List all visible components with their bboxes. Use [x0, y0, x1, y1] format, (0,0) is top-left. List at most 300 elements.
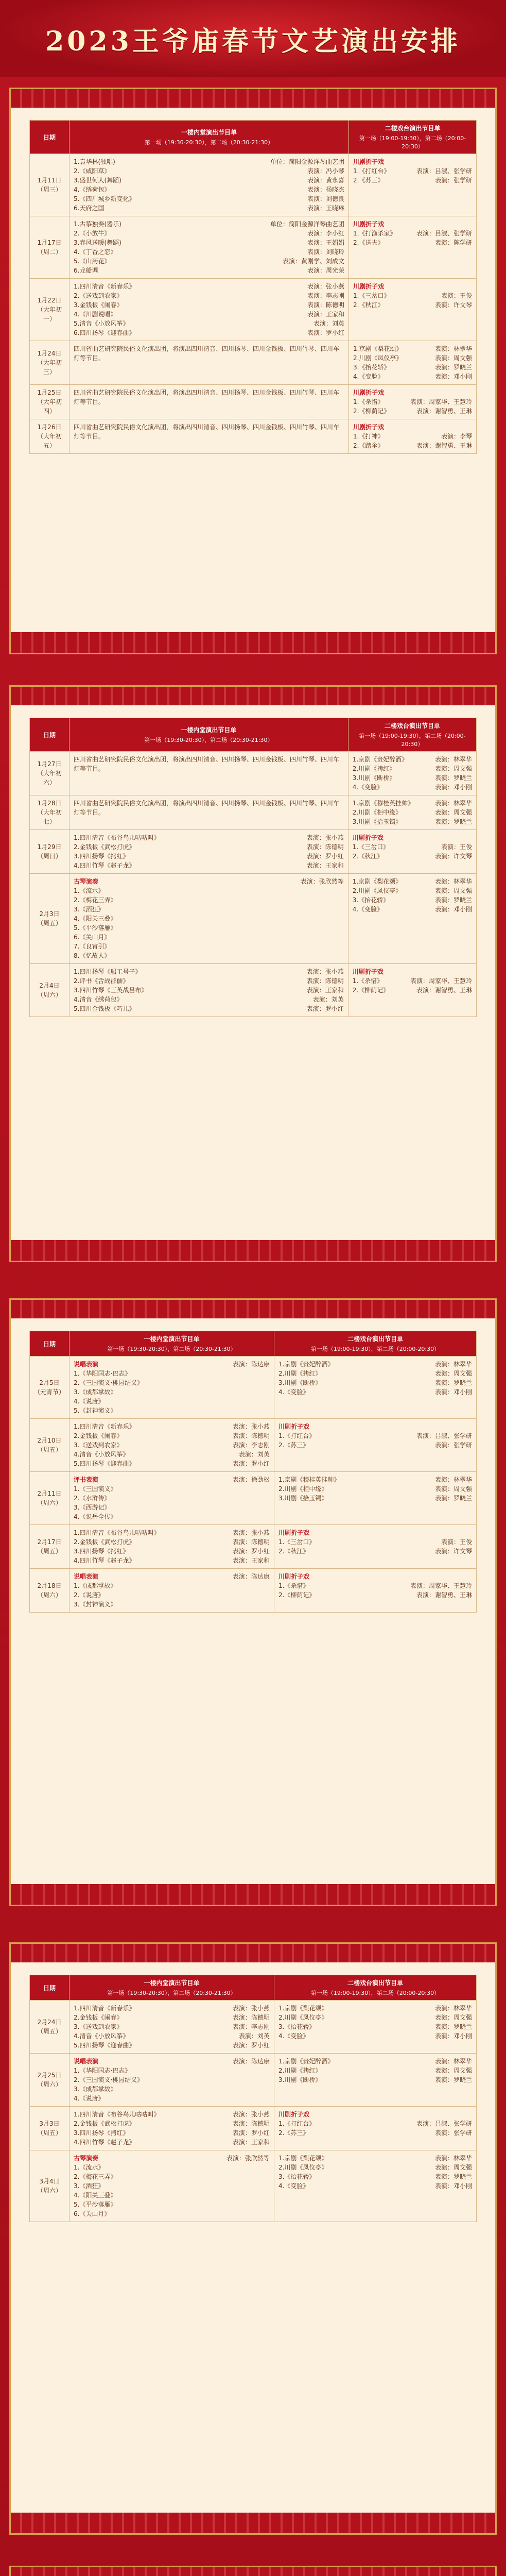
- program-item-title: 2.《水浒传》: [74, 1495, 111, 1502]
- first-floor-times: 第一场（19:30-20:30），第二场（20:30-21:30）: [107, 1346, 236, 1352]
- program-item-title: 古琴演奏: [74, 2155, 99, 2162]
- program-item: [74, 319, 344, 328]
- date-cell: [30, 216, 69, 279]
- program-item-title: 1.四川清音《布谷鸟儿咕咕叫》: [74, 2111, 160, 2118]
- program-item-performer: 表演：张小燕: [306, 968, 344, 975]
- program-item-title: 2.评书《舌战群儒》: [74, 977, 129, 985]
- program-item: [353, 219, 472, 229]
- title-banner: [0, 0, 506, 77]
- program-item: [74, 1431, 270, 1440]
- program-item: [278, 2163, 472, 2172]
- schedule-panel: [9, 1942, 497, 2535]
- program-item: [74, 204, 344, 213]
- program-item-title: 1.《打渔杀家》: [353, 230, 396, 237]
- program-item-performer: 表演：罗晓兰: [434, 896, 472, 904]
- program-item-title: 2.川剧《凤仪亭》: [278, 2014, 328, 2021]
- program-item: [353, 441, 472, 450]
- panel-header-lace: [11, 1300, 495, 1318]
- program-item-performer: 表演：许文琴: [434, 1548, 472, 1555]
- program-item-performer: 表演：周文强: [434, 1485, 472, 1493]
- program-item: [278, 2031, 472, 2041]
- program-item-performer: 表演：罗晓兰: [434, 364, 472, 371]
- program-item: [353, 905, 472, 914]
- program-item: [74, 1378, 270, 1387]
- program-item-performer: 表演：林翠华: [434, 2058, 472, 2065]
- weekday-label: （周五）: [37, 920, 62, 927]
- program-item: [353, 986, 472, 995]
- date-label: 3月4日: [39, 2178, 60, 2185]
- second-floor-times: 第一场（19:00-19:30），第二场（20:00-20:30）: [310, 1346, 440, 1352]
- program-item: [278, 2119, 472, 2128]
- program-item: [74, 986, 344, 995]
- program-item-performer: 表演：张学研: [434, 1442, 472, 1449]
- program-item-title: 2.川剧《柜中缘》: [352, 809, 402, 816]
- program-item: [278, 2181, 472, 2191]
- program-item: [353, 238, 472, 247]
- program-item: [74, 923, 344, 933]
- first-floor-cell: [69, 2107, 274, 2150]
- program-item: [278, 1475, 472, 1484]
- program-item-performer: 表演：王家和: [232, 1557, 270, 1564]
- second-floor-cell: [348, 795, 476, 830]
- program-item: [74, 2110, 270, 2119]
- program-item-performer: 表演：陈德明: [232, 2014, 270, 2021]
- program-item: [74, 1406, 270, 1415]
- first-floor-cell: 四川省曲艺研究院民俗文化演出团，将演出四川清音、四川扬琴、四川金钱板、四川竹琴、四川车灯等节目。: [69, 752, 348, 795]
- schedule-row: [30, 1419, 477, 1472]
- program-item: [74, 995, 344, 1004]
- program-item: [353, 764, 472, 773]
- date-label: 2月11日: [37, 1490, 62, 1497]
- date-label: 2月4日: [39, 982, 60, 989]
- program-item: [74, 1422, 270, 1431]
- first-floor-cell: [69, 2150, 274, 2222]
- program-item: [74, 300, 344, 310]
- program-item-title: 3.《成都掌故》: [74, 1388, 117, 1396]
- program-item-title: 1.四川扬琴《船工号子》: [74, 968, 142, 975]
- panel-footer-lace: [11, 1240, 495, 1261]
- schedule-row: [30, 2054, 477, 2107]
- second-floor-times: 第一场（19:00-19:30），第二场（20:00-20:30）: [359, 135, 466, 150]
- program-item-performer: 表演：吕淑、张学研: [416, 230, 472, 237]
- program-item: [353, 388, 472, 397]
- program-item-title: 6.四川扬琴《迎春曲》: [74, 329, 135, 336]
- program-item: [74, 1397, 270, 1406]
- schedule-table: [29, 1975, 477, 2222]
- program-item-title: 2.川剧《拷红》: [278, 1370, 322, 1377]
- program-item-title: 3.川剧《拾玉镯》: [278, 1495, 328, 1502]
- program-item: [278, 1537, 472, 1547]
- second-floor-cell: [349, 279, 477, 341]
- program-item-title: 1.四川清音《布谷鸟儿咕咕叫》: [74, 834, 160, 841]
- program-item-performer: 表演：周文强: [434, 1370, 472, 1377]
- panel-header-lace: [11, 2567, 495, 2576]
- program-item-performer: 表演：周文强: [434, 809, 472, 816]
- program-item-title: 4.《阳关三叠》: [74, 2192, 117, 2199]
- date-cell: [30, 2054, 69, 2107]
- first-floor-cell: [69, 830, 348, 874]
- program-item-performer: 表演：许文琴: [434, 301, 472, 309]
- first-floor-cell: [69, 1525, 274, 1569]
- second-floor-cell: [348, 964, 476, 1017]
- program-item-performer: 表演：邓小刚: [434, 1388, 472, 1396]
- date-header: 日期: [30, 1975, 69, 2001]
- date-label: 1月17日: [37, 239, 62, 246]
- program-item-performer: 表演：陈达康: [232, 2058, 270, 2065]
- date-label: 3月3日: [39, 2120, 60, 2127]
- weekday-label: （大年初一）: [37, 306, 62, 323]
- program-item-title: 1.《三岔口》: [353, 292, 390, 299]
- schedule-table-wrap: [29, 1331, 477, 1613]
- second-floor-cell: [274, 2001, 476, 2054]
- program-item: [278, 2022, 472, 2031]
- program-item-title: 1.四川清音《新春乐》: [74, 2005, 135, 2012]
- program-item-performer: 表演：邓小刚: [434, 2032, 472, 2040]
- first-floor-header: 一楼内堂演出节目单 第一场（19:30-20:30），第二场（20:30-21:30）: [69, 1975, 274, 2001]
- schedule-table-wrap: [29, 1975, 477, 2222]
- program-item-title: 5.《平沙落雁》: [74, 924, 117, 931]
- schedule-panel: [9, 685, 497, 1262]
- program-item: [74, 2094, 270, 2103]
- program-item: [353, 176, 472, 185]
- program-item-performer: 表演：周家华、王慧玲: [410, 398, 472, 405]
- program-item: [74, 1369, 270, 1378]
- program-item: [353, 406, 472, 416]
- program-item: [74, 1484, 270, 1494]
- program-item: [74, 2163, 270, 2172]
- program-item: [74, 1572, 270, 1581]
- schedule-row: [30, 1569, 477, 1613]
- second-floor-cell: [348, 874, 476, 964]
- program-item-performer: 表演：林翠华: [434, 2005, 472, 2012]
- program-item: [353, 895, 472, 905]
- program-item-performer: 表演：刘英: [238, 2032, 270, 2040]
- first-floor-cell: 四川省曲艺研究院民俗文化演出团，将演出四川清音、四川扬琴、四川金钱板、四川竹琴、四川车灯等节目。: [69, 385, 349, 419]
- program-item-title: 2.金钱板《武松打虎》: [74, 843, 135, 851]
- date-cell: [30, 2001, 69, 2054]
- program-item-title: 1.袁华林(独唱): [74, 158, 115, 165]
- date-label: 2月17日: [37, 1538, 62, 1546]
- program-item: [353, 166, 472, 176]
- first-floor-cell: 四川省曲艺研究院民俗文化演出团，将演出四川清音、四川扬琴、四川金钱板、四川竹琴、四川车灯等节目。: [69, 419, 349, 454]
- program-item-title: 2.《踏伞》: [353, 442, 384, 449]
- date-label: 2月3日: [39, 910, 60, 918]
- program-item-title: 川剧折子戏: [353, 158, 385, 165]
- program-item: [353, 344, 472, 353]
- program-item-performer: 表演：刘英: [313, 320, 345, 327]
- second-floor-cell: [348, 830, 476, 874]
- program-item-performer: 表演：王俊: [441, 292, 472, 299]
- program-item-title: 2.川剧《凤仪亭》: [353, 354, 403, 362]
- schedule-panel: [9, 2566, 497, 2576]
- program-item-title: 5.四川扬琴《迎春曲》: [74, 2042, 135, 2049]
- program-item-title: 2.金钱板《闹春》: [74, 2014, 123, 2021]
- program-item: [74, 2057, 270, 2066]
- date-cell: [30, 2107, 69, 2150]
- program-item-title: 4.《说唐》: [74, 2095, 104, 2102]
- schedule-row: [30, 154, 477, 216]
- second-floor-cell: [274, 2150, 476, 2222]
- program-item-performer: 表演：罗小红: [306, 853, 344, 860]
- date-cell: [30, 752, 69, 795]
- program-item-title: 1.《杀惜》: [353, 398, 384, 405]
- program-item: [74, 185, 344, 194]
- date-cell: [30, 830, 69, 874]
- program-item-title: 3.《抬花轿》: [278, 2173, 316, 2180]
- program-item-title: 1.京剧《梨花颂》: [278, 2155, 328, 2162]
- program-item-title: 1.《成都掌故》: [74, 1582, 117, 1589]
- weekday-label: （周二）: [37, 248, 62, 256]
- program-item-performer: 表演：林翠华: [434, 878, 472, 885]
- program-item: [353, 755, 472, 764]
- program-item: [278, 1547, 472, 1556]
- weekday-label: （大年初五）: [37, 433, 62, 449]
- program-item-performer: 表演：罗晓兰: [434, 2173, 472, 2180]
- program-item-title: 3.《送戏到农家》: [74, 1442, 123, 1449]
- program-item-title: 5.《封神演义》: [74, 1407, 117, 1414]
- program-item: [74, 247, 344, 257]
- program-item: [278, 2013, 472, 2022]
- program-item-title: 3.四川扬琴《拷红》: [74, 853, 129, 860]
- program-item-title: 1.京剧《穆桂英挂帅》: [352, 800, 414, 807]
- first-floor-times: 第一场（19:30-20:30），第二场（20:30-21:30）: [107, 1990, 236, 1996]
- second-floor-times: 第一场（19:00-19:30），第二场（20:00-20:30）: [310, 1990, 440, 1996]
- program-item: [278, 2172, 472, 2181]
- program-item-performer: 表演：陈达康: [232, 1573, 270, 1580]
- program-item-performer: 表演：罗小红: [232, 2042, 270, 2049]
- program-item: [353, 282, 472, 291]
- program-item-performer: 表演：陈德明: [232, 1432, 270, 1439]
- first-floor-times: 第一场（19:30-20:30），第二场（20:30-21:30）: [144, 737, 273, 743]
- program-item-title: 4.《变脸》: [278, 1388, 309, 1396]
- program-item-title: 2.《秋江》: [353, 301, 384, 309]
- first-floor-cell: [69, 216, 349, 279]
- date-cell: [30, 2150, 69, 2222]
- program-item-title: 2.川剧《拷红》: [278, 2067, 322, 2074]
- program-item-title: 1.《三岔口》: [352, 843, 390, 851]
- program-item: [74, 933, 344, 942]
- program-item-performer: 表演：陈达康: [232, 1361, 270, 1368]
- program-item-title: 2.《柳荫记》: [352, 987, 390, 994]
- program-item: [74, 2084, 270, 2094]
- program-item-title: 2.《梅花三弄》: [74, 2173, 117, 2180]
- program-item: [74, 1537, 270, 1547]
- date-cell: [30, 1357, 69, 1419]
- program-item-performer: 表演：罗晓兰: [434, 2023, 472, 2030]
- program-item-title: 1.《杀惜》: [278, 1582, 309, 1589]
- program-item-title: 川剧折子戏: [352, 968, 383, 975]
- program-item-title: 1.京剧《梨花颂》: [352, 878, 402, 885]
- second-floor-times: 第一场（19:00-19:30），第二场（20:00-20:30）: [359, 733, 466, 748]
- program-item-title: 川剧折子戏: [353, 423, 385, 431]
- program-item-performer: 表演：黄永喜: [307, 177, 345, 184]
- program-item-title: 3.春风送暖(舞蹈): [74, 239, 121, 246]
- program-item: [278, 2110, 472, 2119]
- program-item-performer: 表演：张学研: [434, 2129, 472, 2137]
- program-item: [74, 1512, 270, 1521]
- date-label: 2月10日: [37, 1437, 62, 1444]
- program-item-title: 3.川剧《拾玉镯》: [352, 818, 402, 825]
- program-item: [74, 2119, 270, 2128]
- program-item: [74, 967, 344, 976]
- program-item-title: 川剧折子戏: [278, 1423, 309, 1430]
- schedule-header-row: [30, 1331, 477, 1357]
- program-item-title: 川剧折子戏: [353, 283, 385, 290]
- first-floor-cell: 四川省曲艺研究院民俗文化演出团，将演出四川清音、四川扬琴、四川金钱板、四川竹琴、四川车灯等节目。: [69, 795, 348, 830]
- program-item: [74, 1387, 270, 1397]
- program-item-performer: 表演：陈德明: [232, 1538, 270, 1546]
- program-item: [74, 2172, 270, 2181]
- program-item: [278, 1360, 472, 1369]
- program-item-title: 2.《柳荫记》: [353, 408, 390, 415]
- program-item: [74, 2066, 270, 2075]
- date-cell: [30, 1419, 69, 1472]
- program-item-title: 1.京剧《梨花颂》: [278, 2005, 328, 2012]
- program-item: [353, 976, 472, 986]
- program-item: [278, 1581, 472, 1590]
- program-item: [74, 1528, 270, 1537]
- schedule-row: [30, 2150, 477, 2222]
- program-item-title: 3.四川竹琴《三英战吕布》: [74, 987, 148, 994]
- schedule-row: [30, 1472, 477, 1525]
- program-item: [353, 372, 472, 381]
- program-item-performer: 表演：李琴: [441, 433, 472, 440]
- date-header: 日期: [30, 121, 69, 154]
- date-label: 2月18日: [37, 1582, 62, 1589]
- program-item-performer: 表演：李志刚: [232, 2023, 270, 2030]
- program-item: [278, 1387, 472, 1397]
- schedule-row: [30, 2001, 477, 2054]
- program-item-performer: 表演：王娟娟: [307, 239, 345, 246]
- second-floor-cell: [349, 341, 477, 385]
- program-item: [353, 886, 472, 895]
- schedule-row: [30, 874, 477, 964]
- program-item-title: 2.《三国演义·桃园结义》: [74, 1379, 144, 1386]
- program-item-performer: 表演：谢智勇、王琳: [416, 442, 472, 449]
- second-floor-header: 二楼戏台演出节目单 第一场（19:00-19:30），第二场（20:00-20:30）: [349, 121, 477, 154]
- program-item-performer: 单位：简阳金源洋琴曲艺团: [270, 158, 345, 165]
- program-item-performer: 表演：邓小刚: [434, 784, 472, 791]
- weekday-label: （大年初三）: [37, 359, 62, 376]
- date-label: 1月24日: [37, 350, 62, 357]
- program-item: [74, 166, 344, 176]
- date-cell: [30, 795, 69, 830]
- program-item: [74, 886, 344, 895]
- first-floor-header: 一楼内堂演出节目单 第一场（19:30-20:30），第二场（20:30-21:30）: [69, 121, 349, 154]
- second-floor-cell: [349, 154, 477, 216]
- program-item-title: 1.《流水》: [74, 2164, 104, 2171]
- weekday-label: （大年初七）: [37, 809, 62, 825]
- program-item-performer: 表演：张小燕: [232, 1423, 270, 1430]
- program-item-title: 川剧折子戏: [278, 1573, 309, 1580]
- program-item-performer: 表演：周文强: [434, 765, 472, 772]
- schedule-row: [30, 1525, 477, 1569]
- weekday-label: （周六）: [37, 2187, 62, 2194]
- program-item-title: 4.《川剧说唱》: [74, 311, 117, 318]
- program-item-title: 1.《打红台》: [278, 2120, 316, 2127]
- program-item: [353, 300, 472, 310]
- program-item-title: 2.《秋江》: [352, 853, 383, 860]
- program-item: [353, 422, 472, 432]
- program-item-title: 1.《华阳国志·巴志》: [74, 1370, 131, 1377]
- program-item: [74, 157, 344, 166]
- program-item: [74, 1004, 344, 1013]
- program-item-performer: 表演：李小红: [307, 230, 345, 237]
- program-item-performer: 表演：谢智勇、王琳: [416, 408, 472, 415]
- date-cell: [30, 874, 69, 964]
- schedule-row: [30, 1357, 477, 1419]
- first-floor-cell: [69, 874, 348, 964]
- date-label: 1月28日: [37, 800, 62, 807]
- panel-header-lace: [11, 89, 495, 108]
- panel-header-lace: [11, 1944, 495, 1962]
- program-item: [74, 2013, 270, 2022]
- program-item-performer: 表演：冯小琴: [307, 167, 345, 175]
- program-item-title: 6.龙船调: [74, 267, 98, 274]
- first-floor-cell: [69, 2001, 274, 2054]
- program-item-performer: 表演：罗晓兰: [434, 774, 472, 782]
- program-item-performer: 表演：刘德良: [307, 195, 345, 202]
- panel-footer-lace: [11, 632, 495, 653]
- program-item-title: 川剧折子戏: [278, 2111, 309, 2118]
- program-item: [353, 808, 472, 817]
- program-item-performer: 表演：林翠华: [434, 1361, 472, 1368]
- date-cell: [30, 341, 69, 385]
- date-label: 1月27日: [37, 760, 62, 768]
- program-item: [74, 2041, 270, 2050]
- program-item-performer: 表演：林翠华: [434, 800, 472, 807]
- program-item-title: 说唱表演: [74, 1573, 99, 1580]
- program-item: [74, 2181, 270, 2191]
- program-item-title: 5.四川扬琴《迎春曲》: [74, 1460, 135, 1467]
- program-item-title: 古琴演奏: [74, 878, 99, 885]
- date-cell: [30, 1472, 69, 1525]
- program-item: [278, 1494, 472, 1503]
- second-floor-cell: [274, 2107, 476, 2150]
- program-item: [74, 861, 344, 870]
- program-item-title: 4.《说岳全传》: [74, 1513, 117, 1520]
- program-item-title: 2.《苏三》: [278, 1442, 309, 1449]
- program-item-title: 5.清音《小放风筝》: [74, 320, 129, 327]
- program-item: [353, 833, 472, 842]
- weekday-label: （周六）: [37, 2081, 62, 2088]
- program-item: [353, 363, 472, 372]
- program-item: [74, 2138, 270, 2147]
- second-floor-cell: [274, 1419, 476, 1472]
- program-item-performer: 表演：吕淑、张学研: [416, 2120, 472, 2127]
- program-item: [74, 833, 344, 842]
- program-item-performer: 表演：张学研: [434, 177, 472, 184]
- program-item-performer: 表演：罗小红: [232, 2129, 270, 2137]
- program-item: [353, 842, 472, 852]
- program-item-title: 6.天府之国: [74, 205, 104, 212]
- program-item: [74, 1590, 270, 1600]
- program-item: [278, 2057, 472, 2066]
- program-item-performer: 表演：许文琴: [434, 853, 472, 860]
- program-item: [74, 1450, 270, 1459]
- program-item: [278, 1528, 472, 1537]
- program-item-title: 3.金钱板《闹春》: [74, 301, 123, 309]
- schedule-row: [30, 385, 477, 419]
- program-item-title: 8.《忆故人》: [74, 952, 111, 959]
- weekday-label: （周六）: [37, 1591, 62, 1599]
- program-item: [353, 799, 472, 808]
- program-item-title: 2.《送戏到农家》: [74, 292, 123, 299]
- program-item: [74, 2004, 270, 2013]
- date-label: 1月25日: [37, 389, 62, 396]
- program-item: [278, 1440, 472, 1450]
- program-item-performer: 表演：罗晓兰: [434, 2076, 472, 2083]
